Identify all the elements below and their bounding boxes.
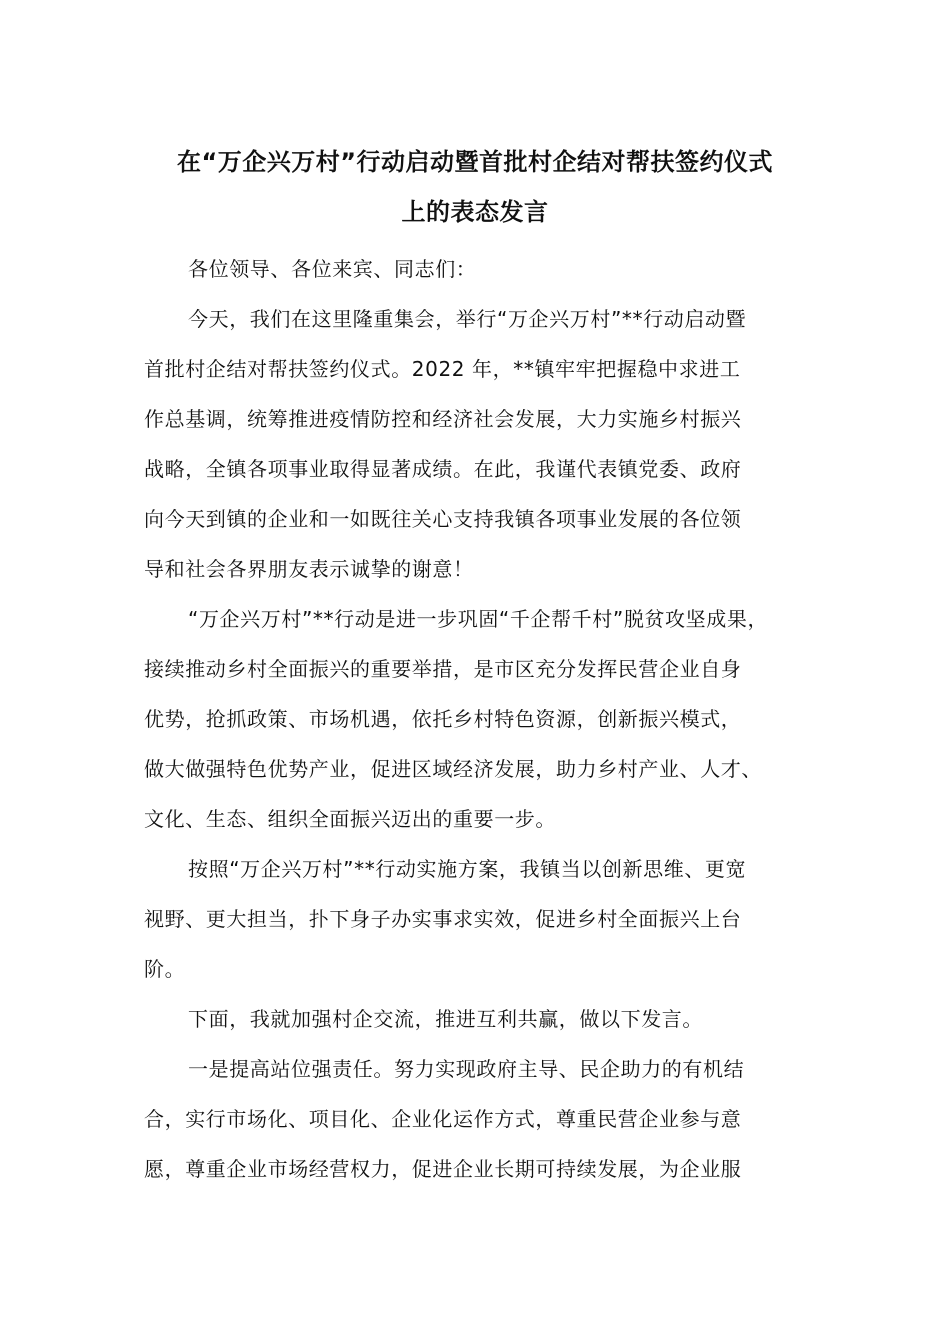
paragraph-point-one xyxy=(144,1044,814,1194)
paragraph-opening xyxy=(144,294,814,594)
paragraph-transition xyxy=(144,994,814,1044)
paragraph-line: 愿，尊重企业市场经营权力，促进企业长期可持续发展，为企业服 xyxy=(144,1157,742,1181)
paragraph-plan xyxy=(144,844,814,994)
paragraph-line: 今天，我们在这里隆重集会，举行“万企兴万村”**行动启动暨 xyxy=(188,307,747,331)
paragraph-line: 阶。 xyxy=(144,957,186,981)
document-body xyxy=(144,244,814,1194)
paragraph-line: 导和社会各界朋友表示诚挚的谢意！ xyxy=(144,557,474,581)
paragraph-line: 作总基调，统筹推进疫情防控和经济社会发展，大力实施乡村振兴 xyxy=(144,407,742,431)
document-title-line-1: 在“万企兴万村”行动启动暨首批村企结对帮扶签约仪式 xyxy=(176,148,774,176)
paragraph-line: “万企兴万村”**行动是进一步巩固“千企帮千村”脱贫攻坚成果， xyxy=(188,607,769,631)
document-title-line-2: 上的表态发言 xyxy=(401,198,549,226)
paragraph-line: 合，实行市场化、项目化、企业化运作方式，尊重民营企业参与意 xyxy=(144,1107,742,1131)
paragraph-line: 视野、更大担当，扑下身子办实事求实效，促进乡村全面振兴上台 xyxy=(144,907,742,931)
paragraph-significance xyxy=(144,594,814,844)
paragraph-line: 做大做强特色优势产业，促进区域经济发展，助力乡村产业、人才、 xyxy=(144,757,762,781)
paragraph-line: 优势，抢抓政策、市场机遇，依托乡村特色资源，创新振兴模式， xyxy=(144,707,742,731)
paragraph-line: 首批村企结对帮扶签约仪式。2022 年，**镇牢牢把握稳中求进工 xyxy=(144,357,741,381)
paragraph-line: 向今天到镇的企业和一如既往关心支持我镇各项事业发展的各位领 xyxy=(144,507,742,531)
salutation xyxy=(144,244,814,294)
paragraph-line: 文化、生态、组织全面振兴迈出的重要一步。 xyxy=(144,807,556,831)
salutation-text: 各位领导、各位来宾、同志们： xyxy=(188,257,477,281)
paragraph-line: 下面，我就加强村企交流，推进互利共赢，做以下发言。 xyxy=(188,1007,703,1031)
paragraph-line: 按照“万企兴万村”**行动实施方案，我镇当以创新思维、更宽 xyxy=(188,857,747,881)
paragraph-line: 一是提高站位强责任。努力实现政府主导、民企助力的有机结 xyxy=(188,1057,745,1081)
paragraph-line: 接续推动乡村全面振兴的重要举措，是市区充分发挥民营企业自身 xyxy=(144,657,742,681)
paragraph-line: 战略，全镇各项事业取得显著成绩。在此，我谨代表镇党委、政府 xyxy=(144,457,742,481)
